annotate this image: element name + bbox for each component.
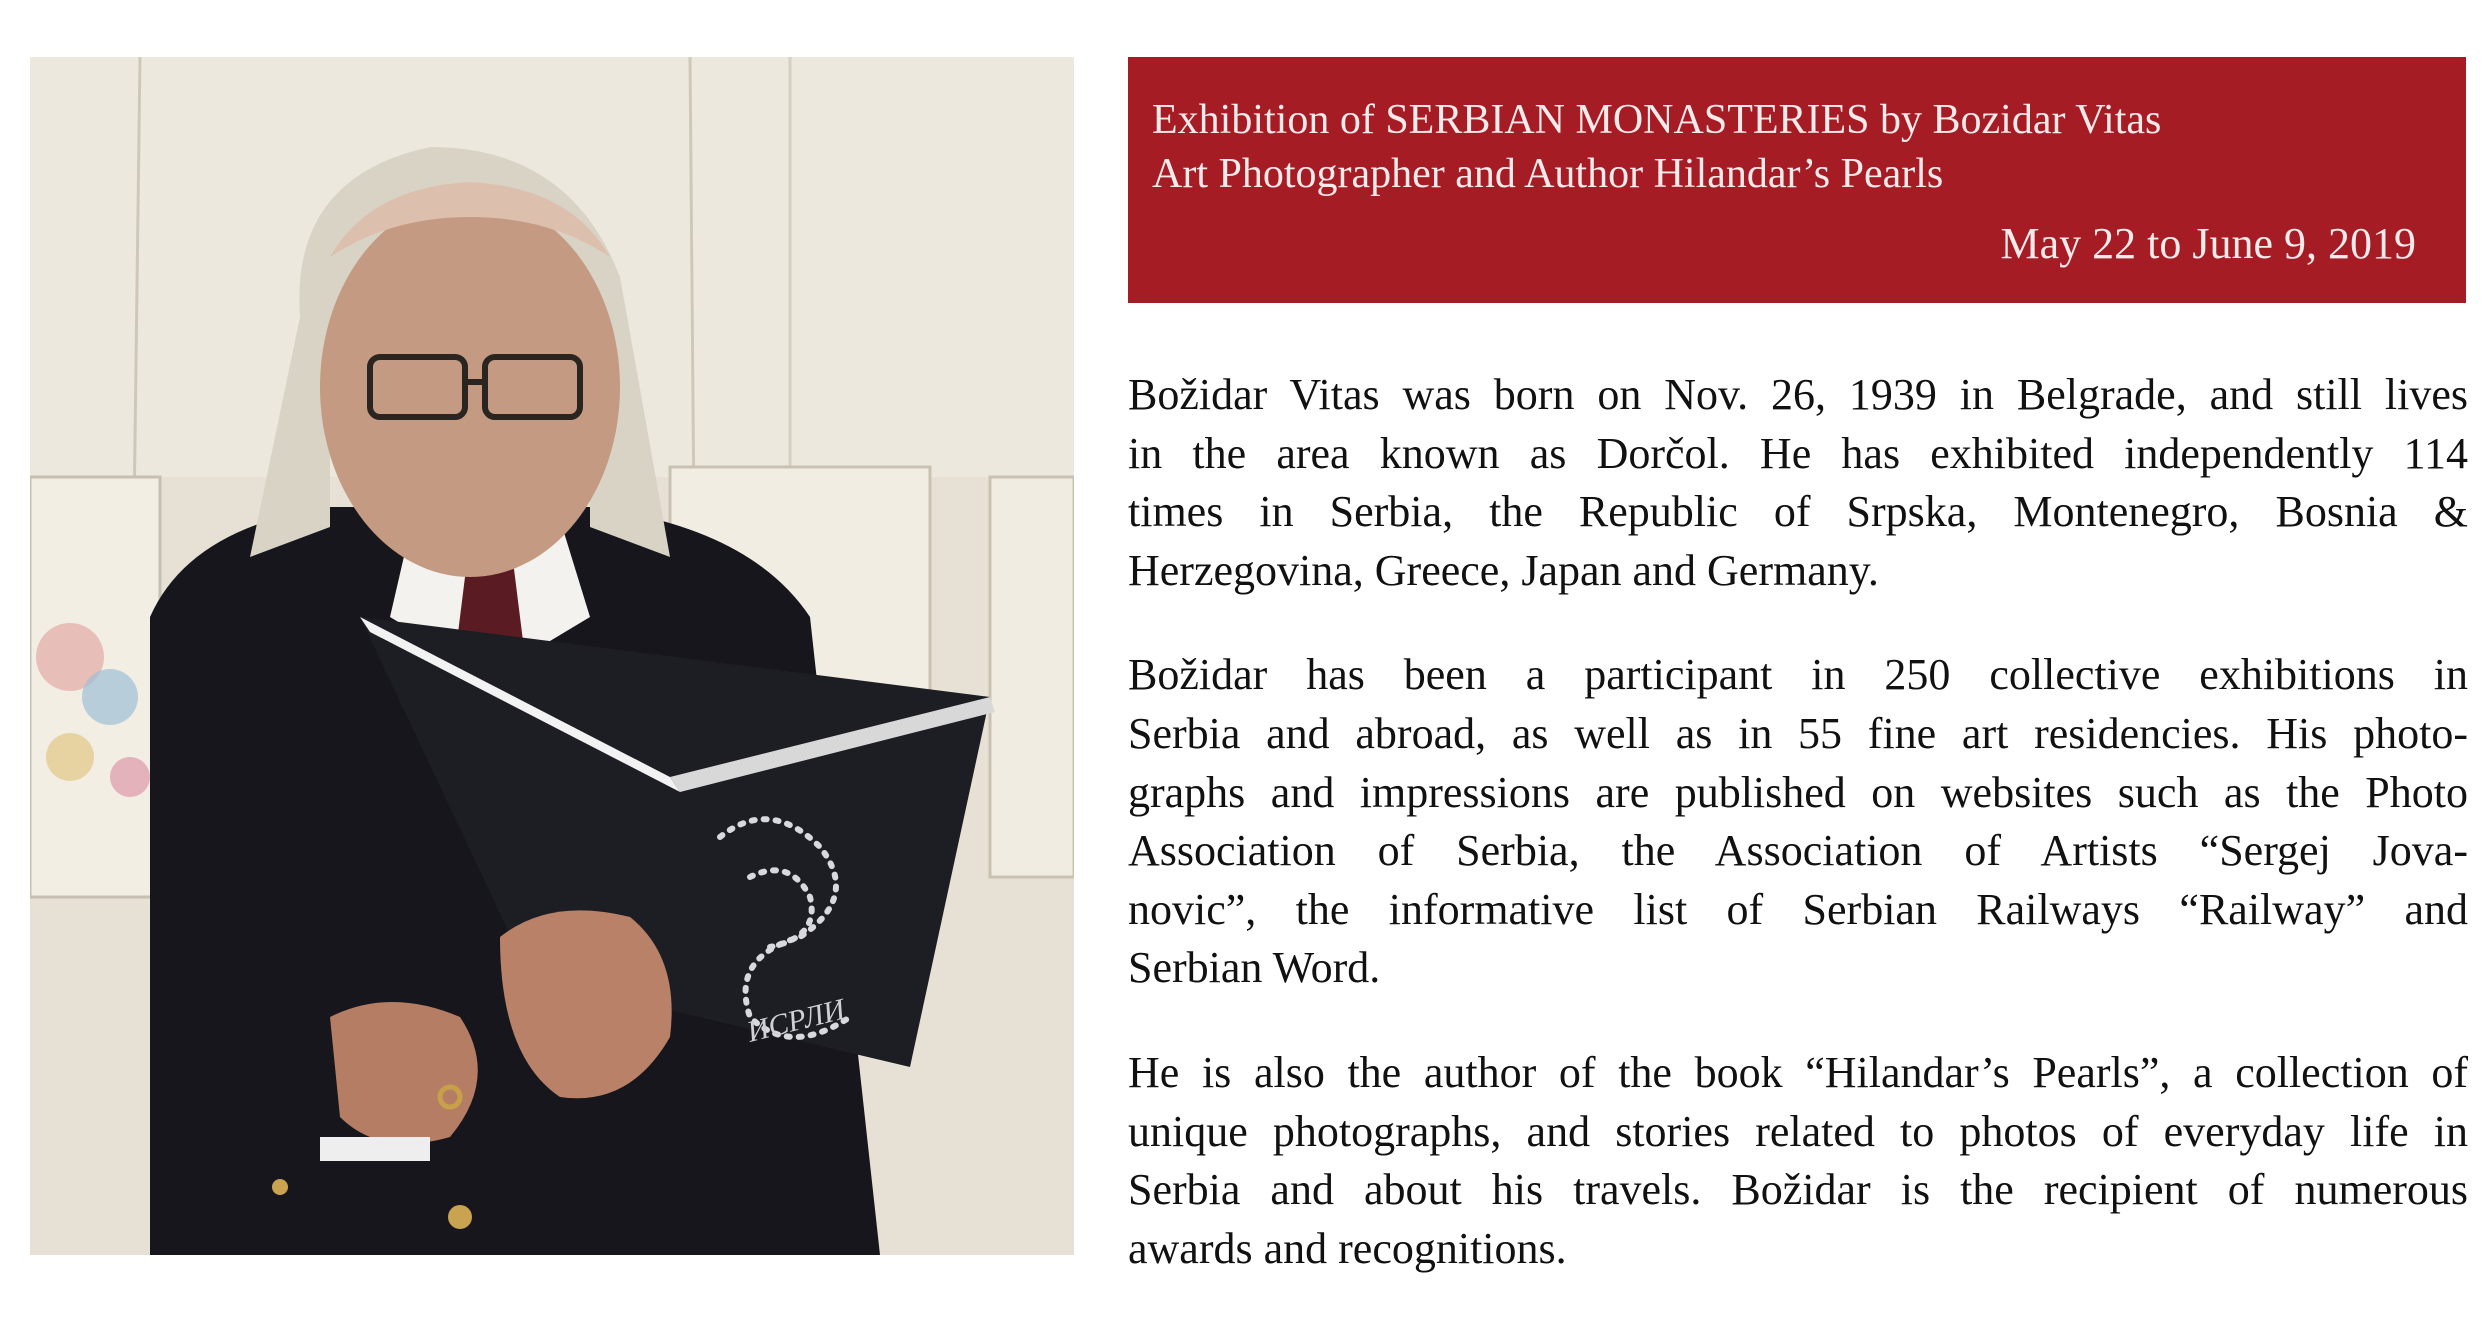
text-line: He is also the author of the book “Hilandar’s Pearls”, a collection of	[1128, 1047, 2468, 1097]
text-line: awards and recognitions.	[1128, 1223, 1567, 1273]
photo-man-reading-book-icon	[30, 57, 1074, 1255]
text-line: Serbia and abroad, as well as in 55 fine art residencies. His photo-	[1128, 708, 2468, 758]
text-line: Herzegovina, Greece, Japan and Germany.	[1128, 545, 1879, 595]
biography-paragraph-1	[1128, 366, 2468, 600]
text-line: Serbia and about his travels. Božidar is the recipient of numerous	[1128, 1165, 2468, 1215]
text-line: Association of Serbia, the Association of Artists “Sergej Jova-	[1128, 826, 2468, 876]
exhibition-subtitle: Art Photographer and Author Hilandar’s Pearls	[1152, 151, 1944, 197]
exhibition-title: Exhibition of SERBIAN MONASTERIES by Bozidar Vitas	[1152, 97, 2162, 143]
exhibition-dates: May 22 to June 9, 2019	[2000, 219, 2416, 268]
biography-paragraph-3	[1128, 1044, 2468, 1278]
text-line: novic”, the informative list of Serbian Railways “Railway” and	[1128, 884, 2468, 934]
author-photo	[30, 57, 1074, 1255]
text-line: unique photographs, and stories related to photos of everyday life in	[1128, 1106, 2468, 1156]
text-line: graphs and impressions are published on websites such as the Photo	[1128, 767, 2468, 817]
text-line: in the area known as Dorčol. He has exhibited independently 114	[1128, 428, 2468, 478]
text-line: Serbian Word.	[1128, 943, 1381, 993]
book-cover-title: ИСРЛИ	[743, 992, 849, 1049]
biography-paragraph-2	[1128, 646, 2468, 998]
text-line: times in Serbia, the Republic of Srpska, Montenegro, Bosnia &	[1128, 487, 2468, 537]
text-line: Božidar has been a participant in 250 collective exhibitions in	[1128, 650, 2468, 700]
biography-text	[1128, 366, 2468, 1324]
exhibition-header-banner	[1128, 57, 2466, 303]
text-line: Božidar Vitas was born on Nov. 26, 1939 in Belgrade, and still lives	[1128, 370, 2468, 419]
